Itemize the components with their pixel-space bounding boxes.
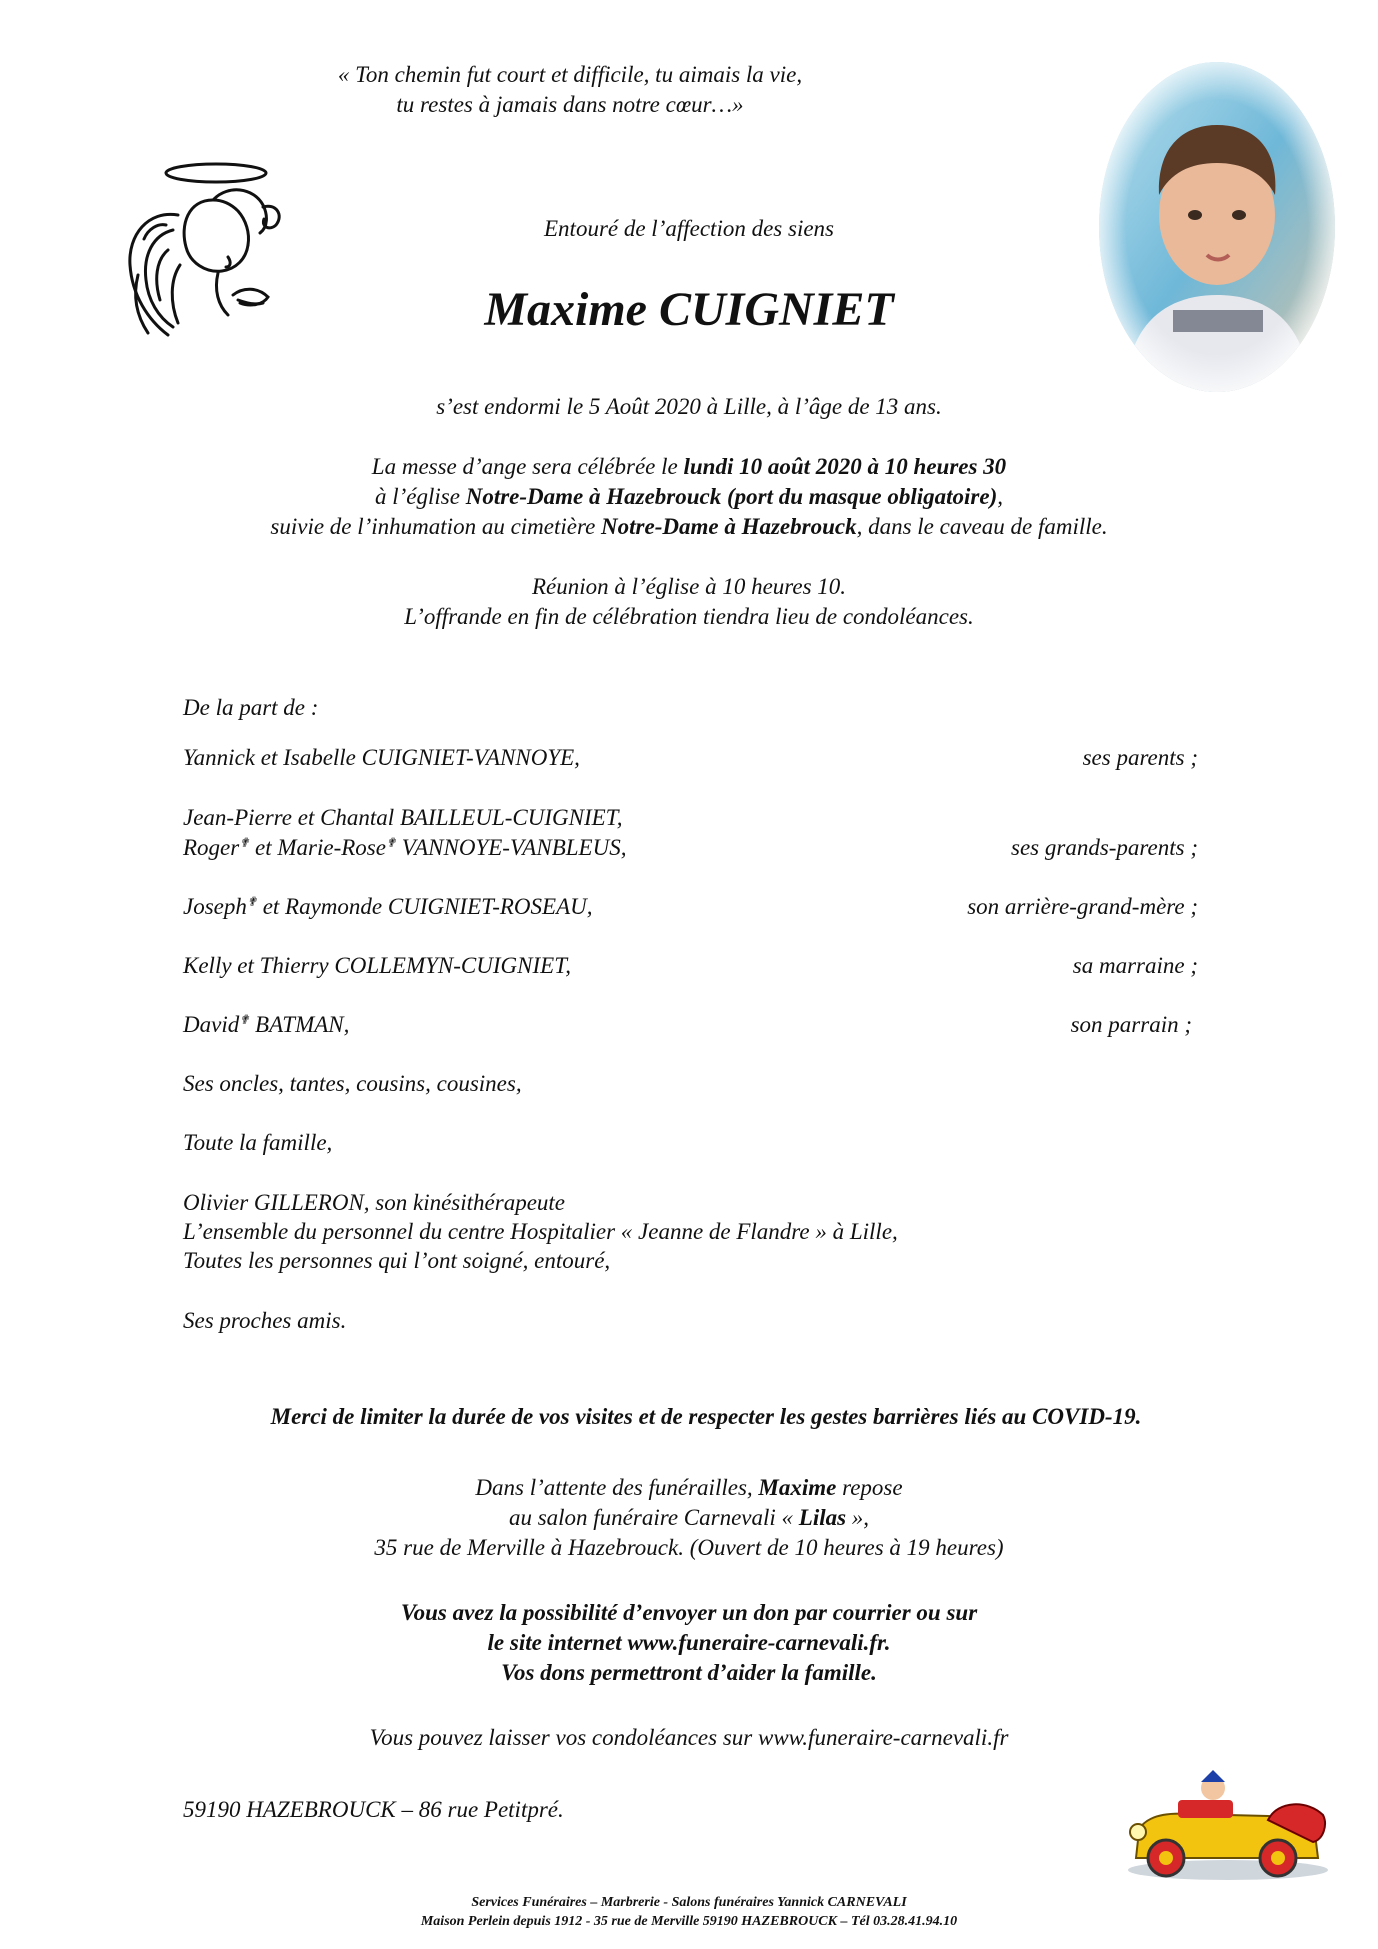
family-names: Yannick et Isabelle CUIGNIET-VANNOYE, xyxy=(183,745,580,770)
halo-icon xyxy=(166,164,266,182)
donations-line-2: le site internet www.funeraire-carnevali.fr. xyxy=(487,1630,891,1655)
viewing-line-1: Dans l’attente des funérailles, Maxime repose xyxy=(475,1475,903,1500)
family-row-grandparents-2 xyxy=(183,833,1198,863)
cross-icon: ✟ xyxy=(385,835,397,850)
viewing-line-2: au salon funéraire Carnevali « Lilas », xyxy=(508,1505,870,1530)
family-address: 59190 HAZEBROUCK – 86 rue Petitpré. xyxy=(183,1797,564,1822)
family-row-parents xyxy=(183,743,1198,773)
viewing-details xyxy=(0,1473,1378,1563)
family-row-parrain xyxy=(183,1010,1198,1040)
family-relation: ses grands-parents ; xyxy=(1011,835,1198,860)
reunion-line-1: Réunion à l’église à 10 heures 10. xyxy=(531,574,847,599)
family-names: Roger✟ et Marie-Rose✟ VANNOYE-VANBLEUS, xyxy=(183,835,627,860)
donations-notice xyxy=(0,1598,1378,1688)
cross-icon: ✟ xyxy=(239,1012,250,1027)
family-names: Kelly et Thierry COLLEMYN-CUIGNIET, xyxy=(183,953,572,978)
from-label: De la part de : xyxy=(183,695,319,720)
condolences-line: Vous pouvez laisser vos condoléances sur www.funeraire-carnevali.fr xyxy=(369,1725,1009,1750)
footer-line-1: Services Funéraires – Marbrerie - Salons funéraires Yannick CARNEVALI xyxy=(471,1895,907,1910)
funeral-home-footer xyxy=(0,1893,1378,1931)
reunion-details xyxy=(0,572,1378,632)
family-row-famille: Toute la famille, xyxy=(183,1130,333,1155)
family-names: David✟ BATMAN, xyxy=(183,1012,350,1037)
family-row-great-grandparents xyxy=(183,892,1198,922)
deceased-name: Maxime CUIGNIET xyxy=(484,283,894,336)
epigraph-quote xyxy=(250,60,890,120)
family-row-marraine xyxy=(183,951,1198,981)
cross-icon: ✟ xyxy=(239,835,250,850)
mass-details xyxy=(0,452,1378,542)
family-names: Jean-Pierre et Chantal BAILLEUL-CUIGNIET, xyxy=(183,805,623,830)
donations-line-1: Vous avez la possibilité d’envoyer un don par courrier ou sur xyxy=(400,1600,978,1625)
family-relation: sa marraine ; xyxy=(1072,953,1198,978)
reunion-line-2: L’offrande en fin de célébration tiendra lieu de condoléances. xyxy=(404,604,974,629)
quote-line-2: tu restes à jamais dans notre cœur…» xyxy=(396,92,744,117)
family-row-grandparents-1 xyxy=(183,803,1198,833)
family-relation: son parrain ; xyxy=(1070,1012,1192,1037)
intro-line: Entouré de l’affection des siens xyxy=(544,216,834,241)
family-relation: son arrière-grand-mère ; xyxy=(967,894,1198,919)
covid-notice: Merci de limiter la durée de vos visites et de respecter les gestes barrières liés au COVID-19. xyxy=(270,1404,1142,1429)
death-announcement: s’est endormi le 5 Août 2020 à Lille, à l’âge de 13 ans. xyxy=(436,394,942,419)
viewing-line-3: 35 rue de Merville à Hazebrouck. (Ouvert de 10 heures à 19 heures) xyxy=(374,1535,1004,1560)
mass-line-1: La messe d’ange sera célébrée le lundi 10 août 2020 à 10 heures 30 xyxy=(371,454,1007,479)
care-line-2: L’ensemble du personnel du centre Hospitalier « Jeanne de Flandre » à Lille, xyxy=(183,1219,898,1244)
family-relation: ses parents ; xyxy=(1082,745,1198,770)
mass-line-3: suivie de l’inhumation au cimetière Notre-Dame à Hazebrouck, dans le caveau de famille. xyxy=(270,514,1108,539)
family-row-oncles: Ses oncles, tantes, cousins, cousines, xyxy=(183,1071,522,1096)
family-row-amis: Ses proches amis. xyxy=(183,1308,347,1333)
mass-line-2: à l’église Notre-Dame à Hazebrouck (port du masque obligatoire), xyxy=(375,484,1003,509)
toy-car-illustration xyxy=(1118,1770,1338,1885)
donations-line-3: Vos dons permettront d’aider la famille. xyxy=(501,1660,877,1685)
cross-icon: ✟ xyxy=(246,894,257,909)
family-names: Joseph✟ et Raymonde CUIGNIET-ROSEAU, xyxy=(183,894,593,919)
care-line-3: Toutes les personnes qui l’ont soigné, entouré, xyxy=(183,1248,611,1273)
care-line-1: Olivier GILLERON, son kinésithérapeute xyxy=(183,1190,566,1215)
footer-line-2: Maison Perlein depuis 1912 - 35 rue de Merville 59190 HAZEBROUCK – Tél 03.28.41.94.10 xyxy=(420,1914,958,1929)
quote-line-1: « Ton chemin fut court et difficile, tu aimais la vie, xyxy=(337,62,803,87)
